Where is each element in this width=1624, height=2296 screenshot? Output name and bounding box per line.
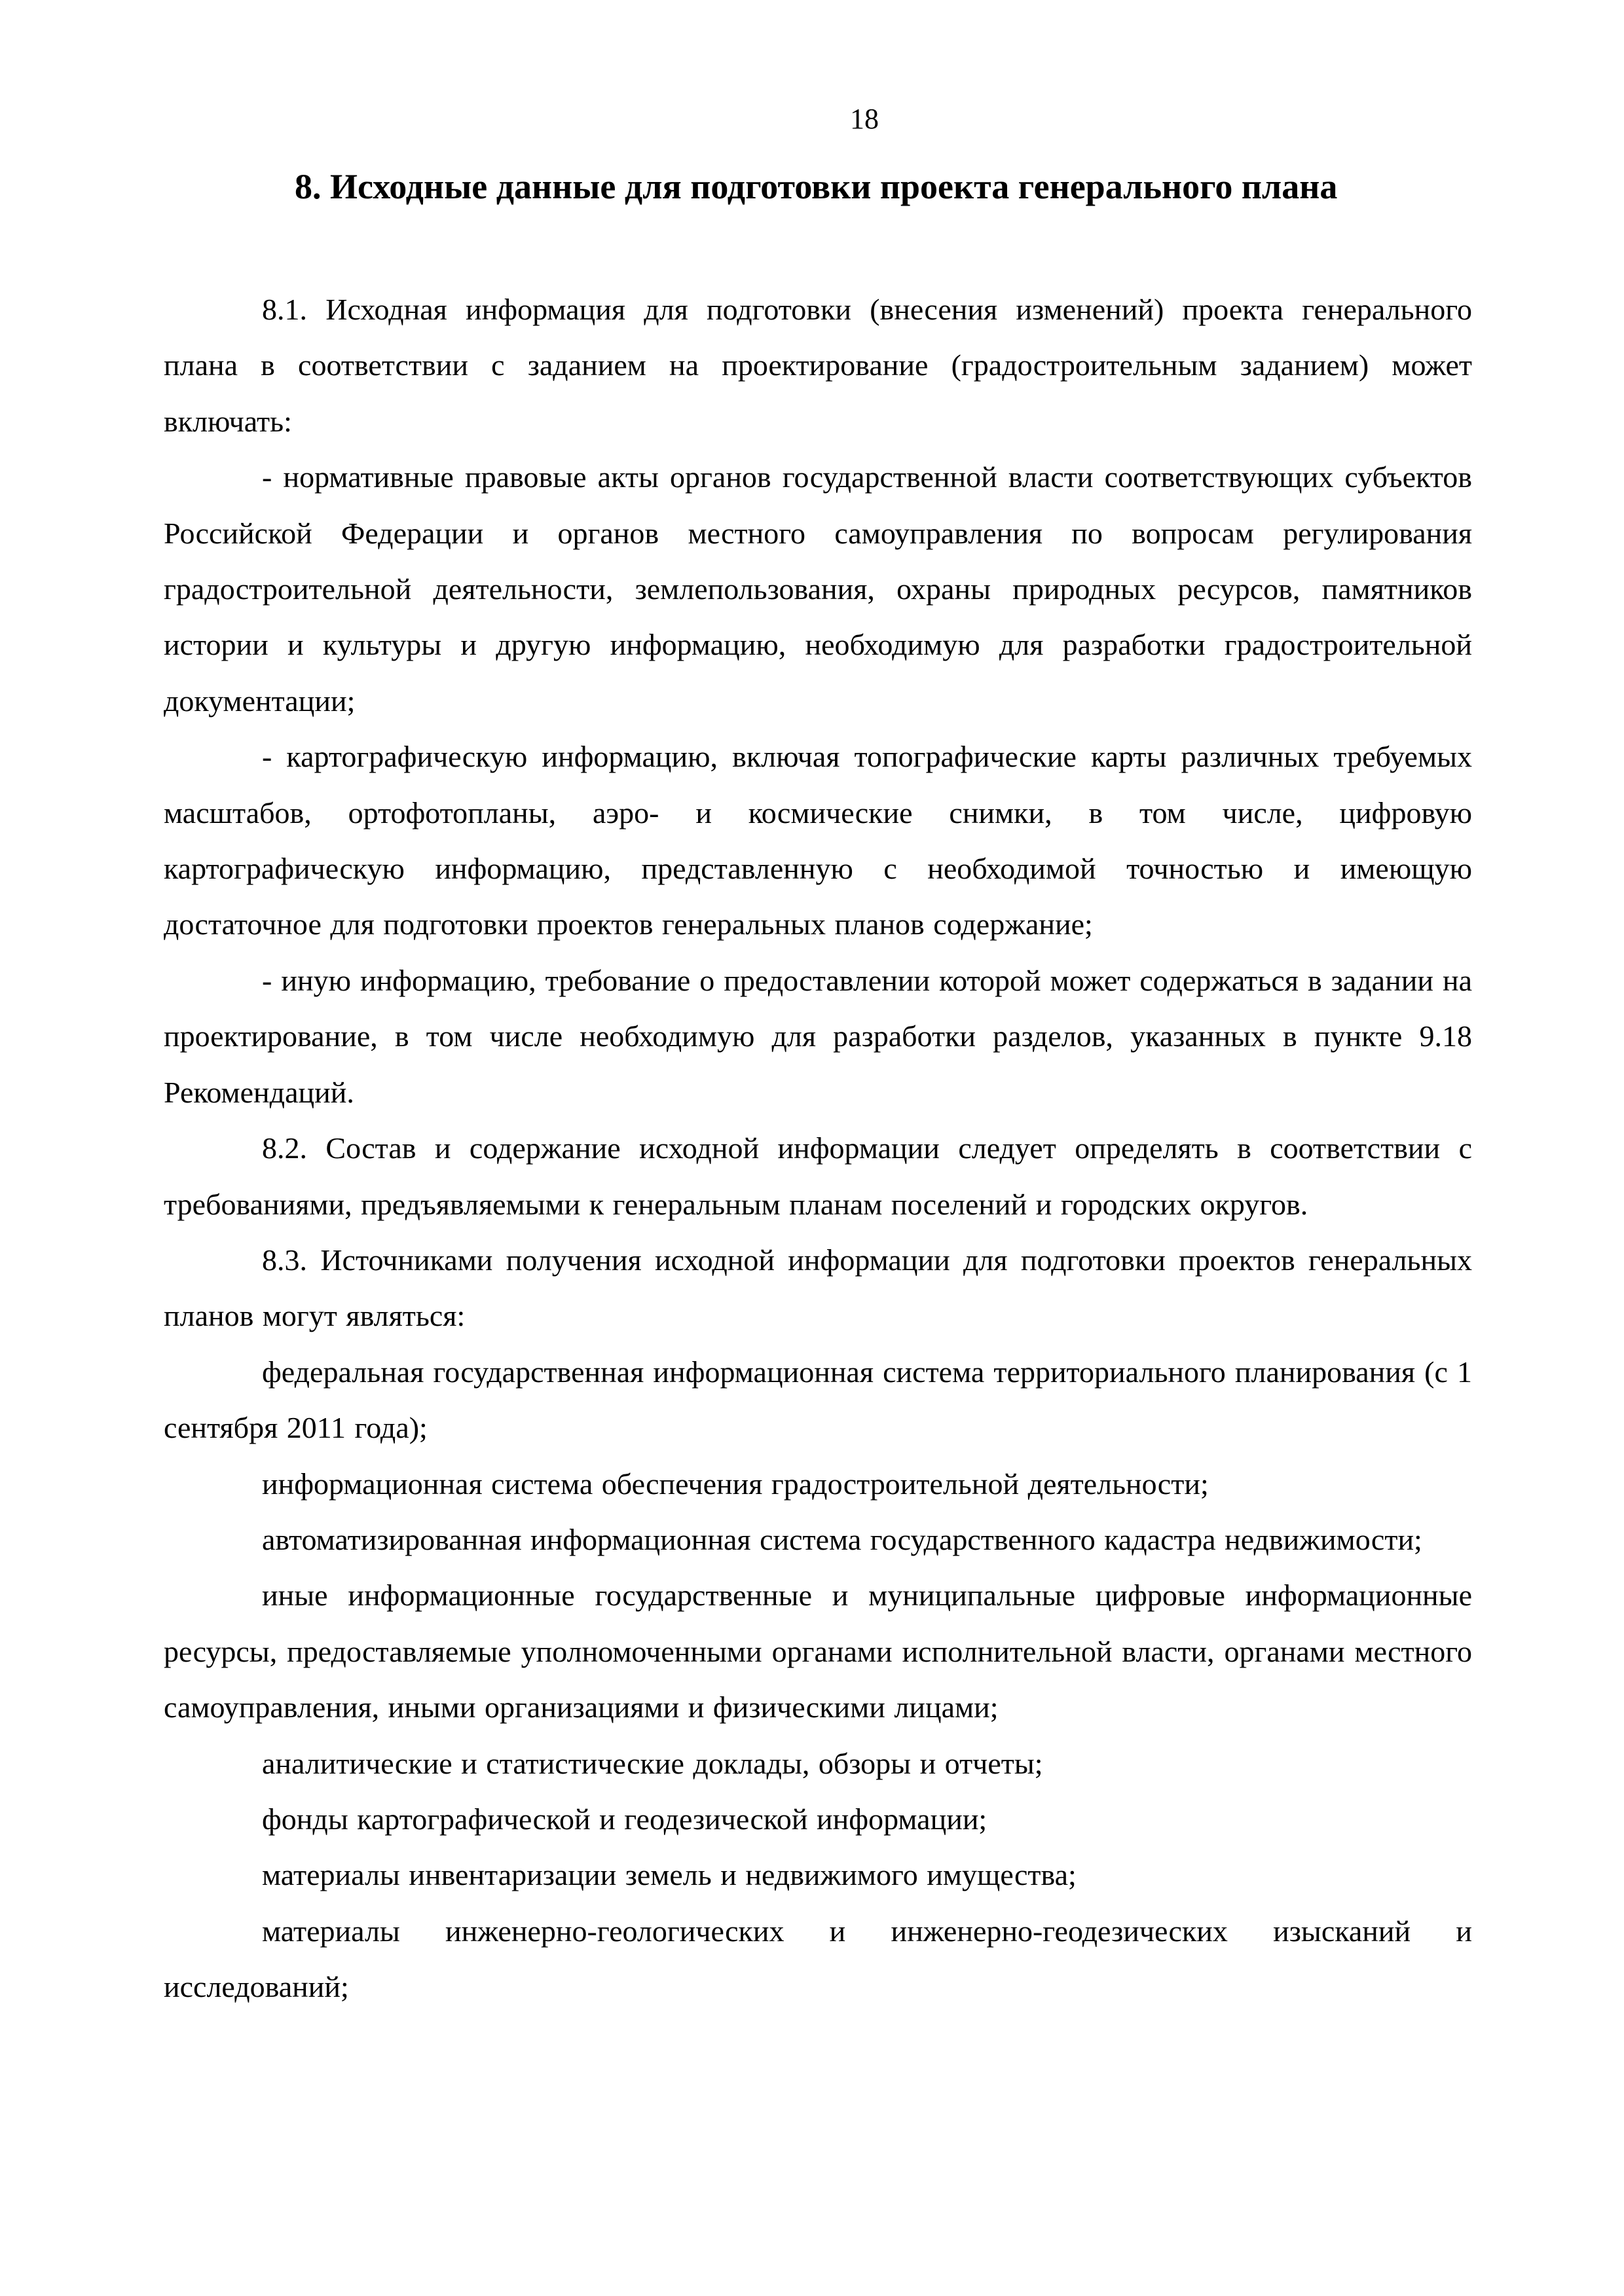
paragraph-8-1: 8.1. Исходная информация для подготовки (внесения изменений) проекта генерального плана в соответствии с заданием на проектирование (градостроительным заданием) может включать: <box>164 293 1472 438</box>
section-title: 8. Исходные данные для подготовки проекта генерального плана <box>295 167 1338 206</box>
source-item-reports: аналитические и статистические доклады, обзоры и отчеты; <box>262 1746 1043 1780</box>
source-item-surveys: материалы инженерно-геологических и инженерно-геодезических изысканий и исследований; <box>164 1914 1472 2004</box>
source-item-federal-system: федеральная государственная информационная система территориального планирования (с 1 сентября 2011 года); <box>164 1355 1472 1445</box>
list-item-legal-acts: - нормативные правовые акты органов государственной власти соответствующих субъектов Российской Федерации и органов местного самоуправления по вопросам регулирования градостроительной деятельности, землепользования, охраны природных ресурсов, памятников истории и культуры и другую информацию, необходимую для разработки градостроительной документации; <box>164 460 1472 718</box>
source-item-funds: фонды картографической и геодезической информации; <box>262 1802 987 1836</box>
source-item-inventory: материалы инвентаризации земель и недвижимого имущества; <box>262 1858 1077 1892</box>
paragraph-8-3: 8.3. Источниками получения исходной информации для подготовки проектов генеральных планов могут являться: <box>164 1243 1472 1333</box>
source-item-urban-planning-system: информационная система обеспечения градостроительной деятельности; <box>262 1467 1209 1501</box>
list-item-other-info: - иную информацию, требование о предоставлении которой может содержаться в задании на проектирование, в том числе необходимую для разработки разделов, указанных в пункте 9.18 Рекомендаций. <box>164 963 1472 1109</box>
list-item-cartographic-info: - картографическую информацию, включая топографические карты различных требуемых масштабов, ортофотопланы, аэро- и космические снимки, в том числе, цифровую картографическую информацию, представленную с необходимой точностью и имеющую достаточное для подготовки проектов генеральных планов содержание; <box>164 740 1472 941</box>
source-item-digital-resources: иные информационные государственные и муниципальные цифровые информационные ресурсы, предоставляемые уполномоченными органами исполнительной власти, органами местного самоуправления, иными организациями и физическими лицами; <box>164 1578 1472 1724</box>
source-item-cadastre-system: автоматизированная информационная система государственного кадастра недвижимости; <box>262 1522 1422 1556</box>
paragraph-8-2: 8.2. Состав и содержание исходной информации следует определять в соответствии с требованиями, предъявляемыми к генеральным планам поселений и городских округов. <box>164 1131 1472 1221</box>
body-text <box>164 282 1472 2015</box>
page-number: 18 <box>850 103 879 135</box>
